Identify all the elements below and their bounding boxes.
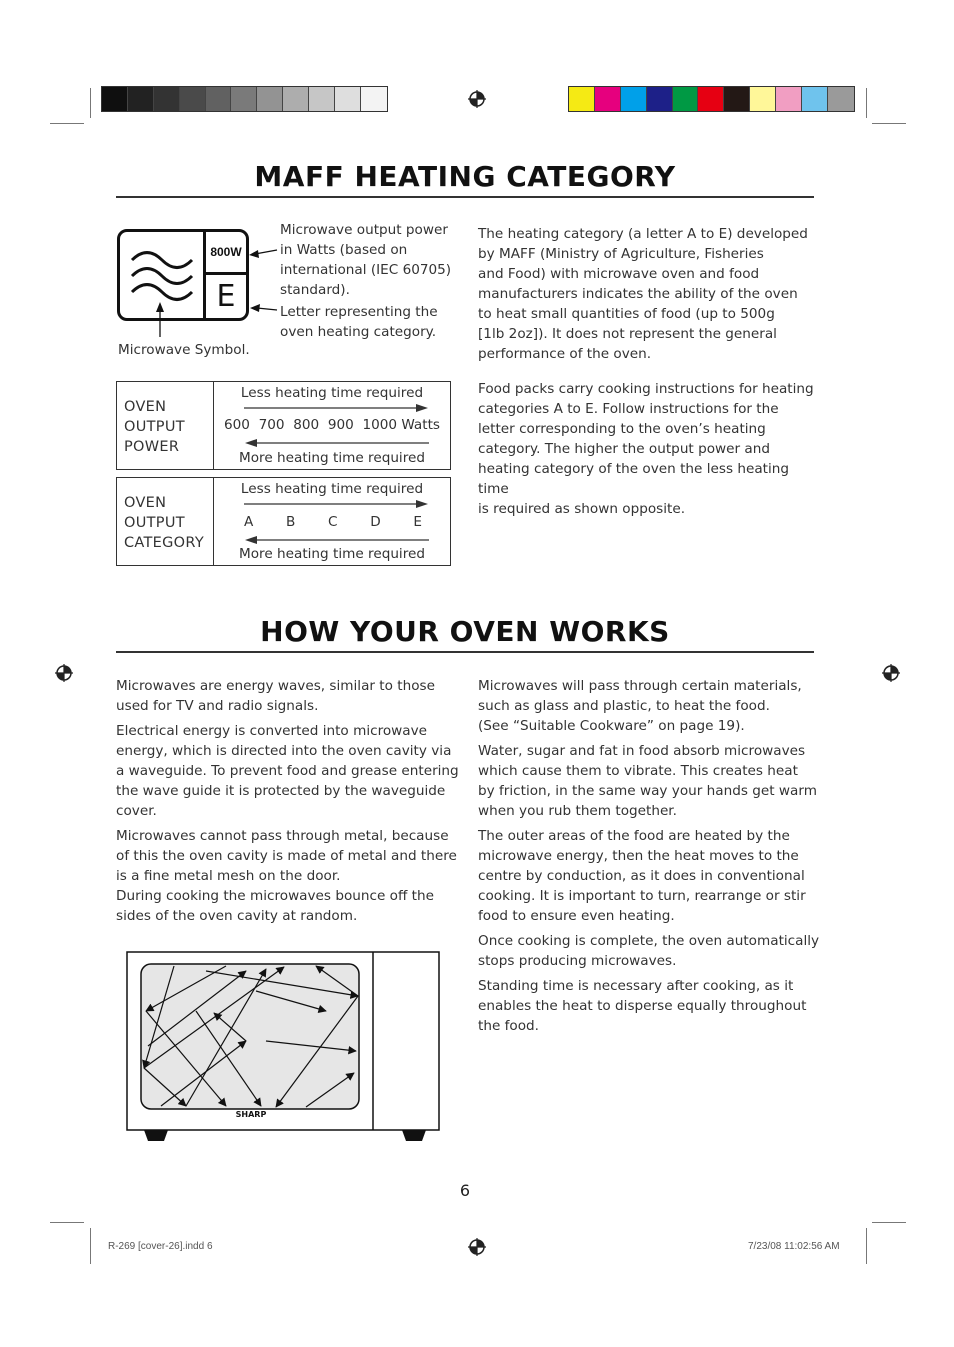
color-swatch [595,87,621,111]
arrow-left-icon [244,534,429,546]
callout-arrows [150,240,290,345]
color-swatch [698,87,724,111]
oven-output-category-table [116,477,451,566]
callout-line: in Watts (based on [280,242,408,258]
text-line: Electrical energy is converted into microwave [116,723,428,739]
crop-mark [872,123,906,124]
crop-mark [872,1222,906,1223]
crop-mark [50,123,84,124]
more-time-label: More heating time required [239,450,425,466]
works-paragraph [478,676,823,736]
scale-value: 600 [224,417,250,433]
scale-value: B [286,514,296,530]
label-line: OUTPUT [124,419,185,435]
text-line: Microwaves are energy waves, similar to those [116,678,435,694]
text-line: such as glass and plastic, to heat the food. [478,698,770,714]
callout-line: Microwave output power [280,222,448,238]
scale-value: 1000 Watts [362,417,440,433]
text-line: by MAFF (Ministry of Agriculture, Fisheries [478,246,764,262]
text-line: a waveguide. To prevent food and grease entering [116,763,459,779]
text-line: (See “Suitable Cookware” on page 19). [478,718,745,734]
registration-mark-icon [54,663,74,683]
category-table-label [117,478,214,565]
more-time-label: More heating time required [239,546,425,562]
text-line: cover. [116,803,157,819]
works-left-column [116,676,461,931]
power-table-label [117,382,214,469]
color-swatch [828,87,854,111]
color-swatch [750,87,776,111]
crop-mark [866,1228,867,1264]
arrow-right-icon [244,498,429,510]
text-line: is a fine metal mesh on the door. [116,868,341,884]
text-line: manufacturers indicates the ability of the oven [478,286,798,302]
color-swatch [102,87,128,111]
label-line: POWER [124,439,180,455]
text-line: sides of the oven cavity at random. [116,908,358,924]
color-swatch [128,87,154,111]
color-swatch [206,87,232,111]
symbol-category-letter: E [216,279,236,314]
works-paragraph [478,976,823,1036]
text-line: which cause them to vibrate. This creates heat [478,763,798,779]
color-swatch [802,87,828,111]
color-swatch [569,87,595,111]
maff-paragraph-2 [478,379,818,519]
crop-mark [90,1228,91,1264]
works-title-rule [116,651,814,653]
callout-category-letter [280,302,460,342]
category-table-scale [214,478,450,565]
color-swatch [231,87,257,111]
callout-line: Letter representing the [280,304,438,320]
symbol-watts: 800W [206,232,246,275]
callout-line: oven heating category. [280,324,437,340]
power-scale [224,417,440,433]
text-line: stops producing microwaves. [478,953,677,969]
color-swatch [283,87,309,111]
color-swatch [621,87,647,111]
text-line: letter corresponding to the oven’s heating [478,421,766,437]
text-line: centre by conduction, as it does in conventional [478,868,805,884]
scale-value: D [370,514,381,530]
color-swatch [776,87,802,111]
crop-mark [90,88,91,118]
oven-illustration [126,951,442,1143]
oven-output-power-table [116,381,451,470]
maff-paragraph-1 [478,224,818,364]
text-line: Microwaves cannot pass through metal, because [116,828,449,844]
label-line: OUTPUT [124,515,185,531]
color-swatch [647,87,673,111]
oven-brand-label: SHARP [235,1110,267,1119]
text-line: Once cooking is complete, the oven automatically [478,933,820,949]
text-line: The outer areas of the food are heated by the [478,828,790,844]
text-line: The heating category (a letter A to E) developed [478,226,808,242]
text-line: Standing time is necessary after cooking, as it [478,978,794,994]
label-line: OVEN [124,399,167,415]
page-number: 6 [459,1181,471,1200]
color-swatch [335,87,361,111]
text-line: Water, sugar and fat in food absorb microwaves [478,743,806,759]
power-table-scale [214,382,450,469]
scale-value: E [413,514,422,530]
text-line: During cooking the microwaves bounce off the [116,888,434,904]
registration-mark-icon [881,663,901,683]
text-line: heating category of the oven the less heating time [478,461,790,497]
scale-value: 800 [293,417,320,433]
scale-value: A [244,514,254,530]
arrow-left-icon [244,437,429,449]
text-line: to heat small quantities of food (up to 500g [478,306,775,322]
scale-value: 700 [258,417,285,433]
text-line: food to ensure even heating. [478,908,675,924]
callout-line: international (IEC 60705) [280,262,452,278]
text-line: used for TV and radio signals. [116,698,319,714]
text-line: the food. [478,1018,539,1034]
text-line: categories A to E. Follow instructions for the [478,401,779,417]
text-line: Microwaves will pass through certain materials, [478,678,802,694]
text-line: the wave guide it is protected by the waveguide [116,783,446,799]
works-paragraph [116,721,461,821]
color-swatch [154,87,180,111]
text-line: Food packs carry cooking instructions for heating [478,381,814,397]
color-swatch [257,87,283,111]
works-right-column [478,676,823,1041]
color-swatch [673,87,699,111]
text-line: energy, which is directed into the oven cavity via [116,743,452,759]
category-scale [244,514,422,530]
text-line: [1lb 2oz]). It does not represent the general [478,326,777,342]
text-line: category. The higher the output power and [478,441,770,457]
date-slug: 7/23/08 11:02:56 AM [748,1241,840,1252]
works-paragraph [478,741,823,821]
works-paragraph [116,826,461,926]
color-swatch-bar [568,86,855,112]
color-swatch [309,87,335,111]
text-line: cooking. It is important to turn, rearrange or stir [478,888,806,904]
arrow-right-icon [244,402,429,414]
maff-title-rule [116,196,814,198]
label-line: CATEGORY [124,535,204,551]
works-paragraph [478,931,823,971]
less-time-label: Less heating time required [240,481,424,497]
text-line: microwave energy, then the heat moves to the [478,848,799,864]
registration-mark-icon [467,1237,487,1257]
callout-line: standard). [280,282,350,298]
color-swatch [361,87,387,111]
scale-value: C [328,514,338,530]
symbol-caption: Microwave Symbol. [118,342,250,358]
crop-mark [50,1222,84,1223]
text-line: when you rub them together. [478,803,677,819]
maff-section-title: MAFF HEATING CATEGORY [254,160,676,193]
scale-value: 900 [327,417,354,433]
text-line: enables the heat to disperse equally throughout [478,998,807,1014]
callout-output-power [280,220,460,300]
text-line: of this the oven cavity is made of metal and there [116,848,457,864]
text-line: and Food) with microwave oven and food [478,266,760,282]
grey-swatch-bar [101,86,388,112]
works-section-title: HOW YOUR OVEN WORKS [260,615,670,648]
works-paragraph [478,826,823,926]
works-paragraph [116,676,461,716]
text-line: is required as shown opposite. [478,501,686,517]
crop-mark [866,88,867,118]
less-time-label: Less heating time required [240,385,424,401]
color-swatch [724,87,750,111]
text-line: performance of the oven. [478,346,652,362]
text-line: by friction, in the same way your hands get warm [478,783,817,799]
file-slug: R-269 [cover-26].indd 6 [108,1241,213,1252]
label-line: OVEN [124,495,167,511]
color-swatch [180,87,206,111]
registration-mark-icon [467,89,487,109]
